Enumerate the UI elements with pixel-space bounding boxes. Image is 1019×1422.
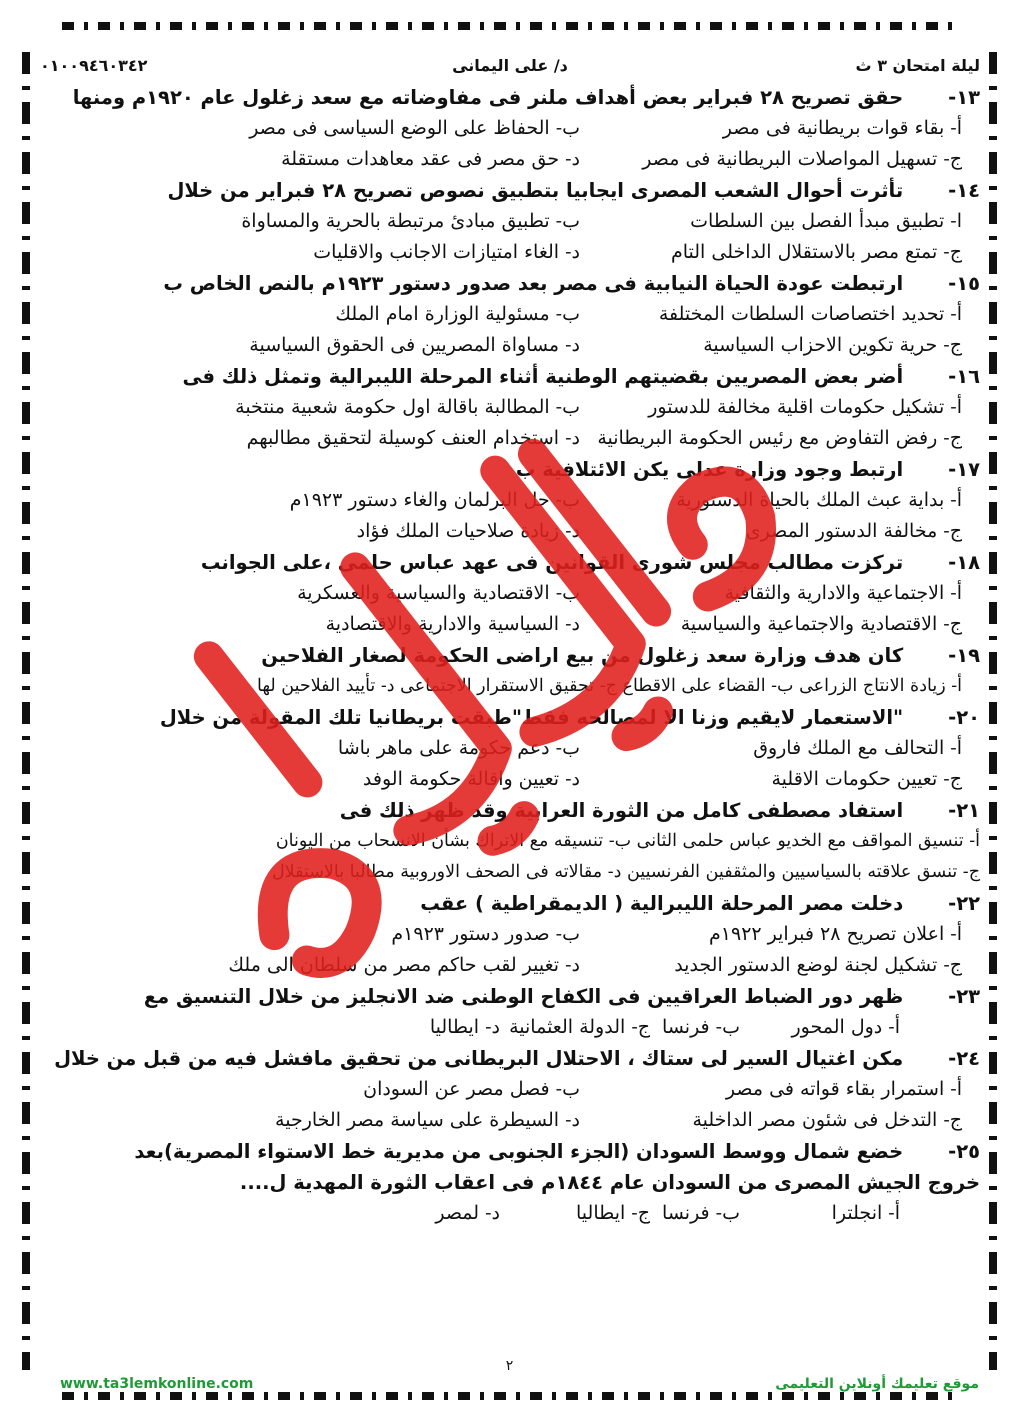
options-row (40, 299, 980, 330)
option: ج- الدولة العثمانية (509, 1016, 650, 1038)
site-name-arabic: موقع تعليمك أونلاين التعليمى (775, 1376, 979, 1392)
option: أ- انجلترا (831, 1202, 900, 1224)
question-stem (40, 981, 980, 1012)
option-left: د- تغيير لقب حاكم مصر من سلطان الى ملك (228, 954, 580, 976)
options-row (40, 578, 980, 609)
option-right: ج- رفض التفاوض مع رئيس الحكومة البريطانية (597, 427, 962, 449)
question-number: ٢٣- (948, 985, 980, 1008)
options-row (40, 330, 980, 361)
question-text: خضع شمال ووسط السودان (الجزء الجنوبى من مديرية خط الاستواء المصرية)بعد (134, 1140, 904, 1163)
option-right: ج- تعيين حكومات الاقلية (771, 768, 962, 790)
option-left: د- زيادة صلاحيات الملك فؤاد (356, 520, 580, 542)
question-stem (40, 454, 980, 485)
question-stem (40, 795, 980, 826)
options-row (40, 113, 980, 144)
question-stem (40, 82, 980, 113)
question-number: ١٥- (948, 272, 980, 295)
option-right: ج- حرية تكوين الاحزاب السياسية (703, 334, 962, 356)
option-right: ج- تسهيل المواصلات البريطانية فى مصر (642, 148, 962, 170)
question-number: ١٧- (948, 458, 980, 481)
option-left: د- السيطرة على سياسة مصر الخارجية (275, 1109, 580, 1131)
options-inline: ج- تنسق علاقته بالسياسيين والمثقفين الفرنسيين د- مقالاته فى الصحف الاوروبية مطالبا بالاستقلال (271, 862, 980, 882)
border-left (22, 52, 30, 1370)
teacher-name: د/ على اليمانى (452, 56, 568, 75)
question-stem (40, 547, 980, 578)
options-row (40, 826, 980, 857)
question-number: ٢٠- (948, 706, 980, 729)
question-number: ١٨- (948, 551, 980, 574)
option-left: ب- فصل مصر عن السودان (363, 1078, 580, 1100)
option: د- ايطاليا (429, 1016, 500, 1038)
question-number: ٢٥- (948, 1140, 980, 1163)
question-stem (40, 640, 980, 671)
options-row (40, 671, 980, 702)
question-stem (40, 1043, 980, 1074)
option-left: د- استخدام العنف كوسيلة لتحقيق مطالبهم (246, 427, 580, 449)
page-header (40, 42, 980, 82)
page-number: ٢ (505, 1358, 514, 1374)
options-row (40, 206, 980, 237)
options-row (40, 950, 980, 981)
exam-page (40, 42, 980, 1382)
question-text: ظهر دور الضباط العراقيين فى الكفاح الوطنى ضد الانجليز من خلال التنسيق مع (143, 985, 904, 1008)
question-text: ارتبط وجود وزارة عدلى يكن الائتلافية ب (515, 458, 904, 481)
question-text: ارتبطت عودة الحياة النيابية فى مصر بعد صدور دستور ١٩٢٣م بالنص الخاص ب (163, 272, 904, 295)
question-text: أضر بعض المصريين بقضيتهم الوطنية أثناء المرحلة الليبرالية وتمثل ذلك فى (182, 365, 904, 388)
options-row (40, 237, 980, 268)
question-stem-continued (40, 1167, 980, 1198)
page-footer (0, 1358, 1019, 1400)
option-right: ج- تشكيل لجنة لوضع الدستور الجديد (674, 954, 962, 976)
option-right: ا- تطبيق مبدأ الفصل بين السلطات (690, 210, 962, 232)
options-row (40, 857, 980, 888)
question-stem (40, 175, 980, 206)
question-stem (40, 702, 980, 733)
question-text: حقق تصريح ٢٨ فبراير بعض أهداف ملنر فى مفاوضاته مع سعد زغلول عام ١٩٢٠م ومنها (72, 86, 904, 109)
question-number: ١٦- (948, 365, 980, 388)
border-top (62, 22, 957, 30)
border-right (989, 52, 997, 1370)
question-stem (40, 1136, 980, 1167)
options-row (40, 733, 980, 764)
options-row (40, 392, 980, 423)
option: ب- فرنسا (662, 1202, 740, 1224)
options-row (40, 1198, 980, 1229)
options-row (40, 423, 980, 454)
question-text: تركزت مطالب مجلس شورى القوانين فى عهد عباس حلمى ،على الجوانب (200, 551, 904, 574)
option-left: د- الغاء امتيازات الاجانب والاقليات (313, 241, 580, 263)
options-row (40, 1012, 980, 1043)
option-right: أ- بقاء قوات بريطانية فى مصر (722, 117, 962, 139)
questions-list (40, 82, 980, 1229)
option-left: ب- صدور دستور ١٩٢٣م (391, 923, 580, 945)
options-row (40, 609, 980, 640)
option-left: ب- الاقتصادية والسياسية والعسكرية (297, 582, 580, 604)
option-right: أ- التحالف مع الملك فاروق (753, 737, 962, 759)
question-number: ٢٤- (948, 1047, 980, 1070)
options-row (40, 919, 980, 950)
option: ج- ايطاليا (576, 1202, 650, 1224)
option-right: ج- تمتع مصر بالاستقلال الداخلى التام (670, 241, 962, 263)
option-left: ب- الحفاظ على الوضع السياسى فى مصر (249, 117, 580, 139)
question-text: مكن اغتيال السير لى ستاك ، الاحتلال البريطانى من تحقيق مافشل فيه من قبل من خلال (54, 1047, 904, 1070)
option-right: أ- الاجتماعية والادارية والثقافية (724, 582, 962, 604)
site-url[interactable]: www.ta3lemkonline.com (60, 1376, 254, 1392)
phone-number: ٠١٠٠٩٤٦٠٣٤٢ (40, 56, 148, 75)
option-right: ج- التدخل فى شئون مصر الداخلية (692, 1109, 962, 1131)
option-right: ج- الاقتصادية والاجتماعية والسياسية (680, 613, 962, 635)
question-stem (40, 888, 980, 919)
option-right: أ- بداية عبث الملك بالحياة الدستورية (676, 489, 962, 511)
question-text: تأثرت أحوال الشعب المصرى ايجابيا بتطبيق نصوص تصريح ٢٨ فبراير من خلال (167, 179, 904, 202)
option-left: ب- المطالبة باقالة اول حكومة شعبية منتخبة (235, 396, 580, 418)
option-right: أ- اعلان تصريح ٢٨ فبراير ١٩٢٢م (709, 923, 962, 945)
question-number: ١٩- (948, 644, 980, 667)
options-inline: أ- زيادة الانتاج الزراعى ب- القضاء على الاقطاع ج- تحقيق الاستقرار الاجتماعى د- تأييد الفلاحين لها (257, 676, 962, 696)
question-text: استفاد مصطفى كامل من الثورة العرابية وقد ظهر ذلك فى (339, 799, 904, 822)
question-text: "الاستعمار لايقيم وزنا الا لمصالحه فقط"طبقت بريطانيا تلك المقولة من خلال (159, 706, 904, 729)
option: د- لمصر (435, 1202, 500, 1224)
options-row (40, 516, 980, 547)
question-text-line2: خروج الجيش المصرى من السودان عام ١٨٤٤م فى اعقاب الثورة المهدية ل.... (239, 1171, 980, 1194)
question-text: دخلت مصر المرحلة الليبرالية ( الديمقراطية ) عقب (420, 892, 904, 915)
option-left: ب- حل البرلمان والغاء دستور ١٩٢٣م (289, 489, 580, 511)
option-left: ب- تطبيق مبادئ مرتبطة بالحرية والمساواة (241, 210, 580, 232)
options-inline: أ- تنسيق المواقف مع الخديو عباس حلمى الثانى ب- تنسيقه مع الاتراك بشأن الانسحاب من اليونان (275, 831, 980, 851)
question-text: كان هدف وزارة سعد زغلول من بيع اراضى الحكومة لصغار الفلاحين (261, 644, 904, 667)
option-right: ج- مخالفة الدستور المصرى (745, 520, 962, 542)
option-left: ب- دعم حكومة على ماهر باشا (337, 737, 580, 759)
question-stem (40, 268, 980, 299)
options-row (40, 1105, 980, 1136)
option-left: د- السياسية والادارية والاقتصادية (325, 613, 580, 635)
option-right: أ- تحديد اختصاصات السلطات المختلفة (658, 303, 962, 325)
question-stem (40, 361, 980, 392)
question-number: ٢٢- (948, 892, 980, 915)
option: ب- فرنسا (662, 1016, 740, 1038)
option: أ- دول المحور (791, 1016, 900, 1038)
option-left: ب- مسئولية الوزارة امام الملك (335, 303, 580, 325)
exam-title: ليلة امتحان ٣ ث (855, 56, 980, 75)
question-number: ١٣- (948, 86, 980, 109)
options-row (40, 764, 980, 795)
option-left: د- تعيين واقالة حكومة الوفد (362, 768, 580, 790)
option-left: د- مساواة المصريين فى الحقوق السياسية (249, 334, 580, 356)
option-right: أ- استمرار بقاء قواته فى مصر (725, 1078, 962, 1100)
options-row (40, 144, 980, 175)
question-number: ١٤- (948, 179, 980, 202)
options-row (40, 1074, 980, 1105)
question-number: ٢١- (948, 799, 980, 822)
options-row (40, 485, 980, 516)
option-left: د- حق مصر فى عقد معاهدات مستقلة (281, 148, 580, 170)
option-right: أ- تشكيل حكومات اقلية مخالفة للدستور (648, 396, 962, 418)
